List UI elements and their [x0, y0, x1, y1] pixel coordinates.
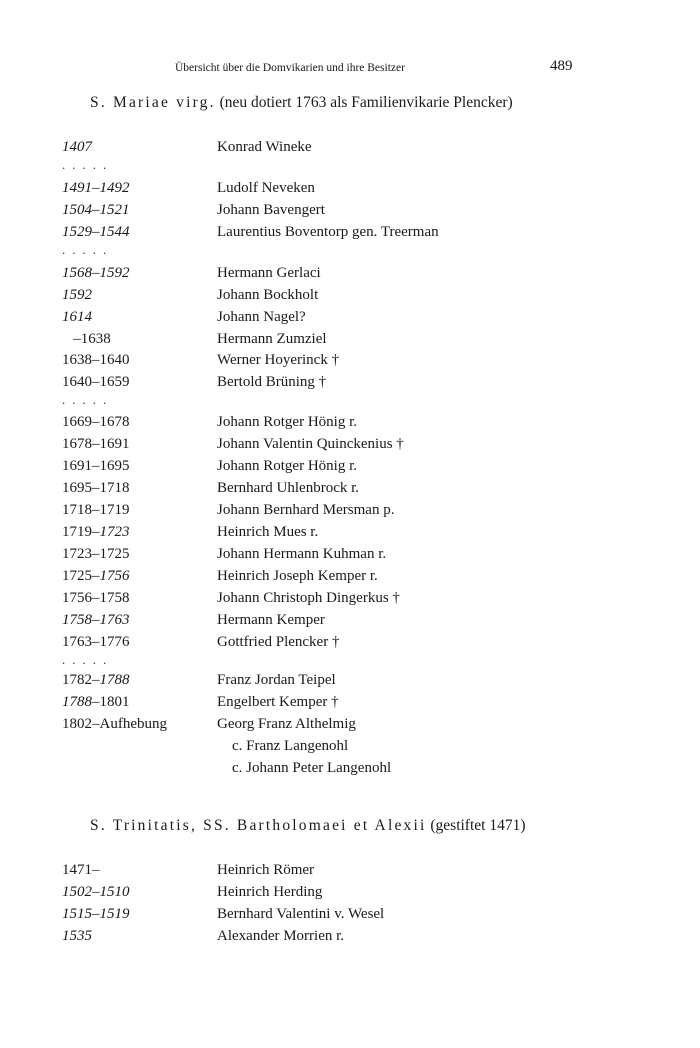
tenure-dates — [62, 694, 130, 711]
date-end: 1763 — [99, 612, 130, 628]
vicar-name: Franz Jordan Teipel — [217, 672, 336, 688]
ellipsis-gap: ..... — [62, 242, 114, 257]
date-separator: – — [92, 180, 100, 196]
vicar-name: Johann Valentin Quinckenius † — [217, 436, 404, 452]
date-end: 1492 — [99, 180, 130, 196]
date-start: 1640 — [62, 374, 92, 390]
date-separator: – — [92, 202, 100, 218]
date-separator: – — [92, 884, 100, 900]
date-separator: – — [92, 224, 100, 240]
tenure-dates — [62, 524, 130, 541]
vicar-name: Bernhard Uhlenbrock r. — [217, 480, 360, 496]
date-start: 1471 — [62, 862, 92, 878]
tenure-dates — [62, 331, 111, 348]
date-start: 1763 — [62, 634, 92, 650]
date-start: 1725 — [62, 568, 92, 584]
date-separator: – — [92, 694, 100, 710]
date-separator: – — [92, 590, 100, 606]
tenure-dates — [62, 139, 92, 156]
date-separator: – — [92, 502, 100, 518]
section-heading-trinitatis — [90, 817, 526, 835]
tenure-dates — [62, 884, 130, 901]
vicar-name: Johann Christoph Dingerkus † — [217, 590, 400, 606]
section-heading-mariae — [90, 94, 513, 112]
date-start: 1802 — [62, 716, 92, 732]
date-start: 1719 — [62, 524, 92, 540]
date-end: 1521 — [99, 202, 130, 218]
running-head: Übersicht über die Domvikarien und ihre Besitzer — [175, 62, 405, 74]
date-separator: – — [92, 672, 100, 688]
date-start: 1669 — [62, 414, 92, 430]
vicar-name: Laurentius Boventorp gen. Treerman — [217, 224, 439, 240]
date-end: 1718 — [99, 480, 130, 496]
date-start: 1504 — [62, 202, 92, 218]
tenure-dates — [62, 458, 130, 475]
vicar-name: Johann Bockholt — [217, 287, 319, 303]
date-start: 1502 — [62, 884, 92, 900]
tenure-dates — [62, 309, 92, 326]
vicar-name: Georg Franz Althelmig — [217, 716, 356, 732]
vicar-name: c. Franz Langenohl — [232, 738, 349, 754]
vicar-name: Johann Hermann Kuhman r. — [217, 546, 387, 562]
date-separator: – — [92, 634, 100, 650]
section-title: S. Trinitatis, SS. Bartholomaei et Alexii — [90, 817, 427, 834]
date-end: 1776 — [99, 634, 130, 650]
date-end: 1723 — [99, 524, 130, 540]
tenure-dates — [62, 180, 130, 197]
date-separator: – — [92, 414, 100, 430]
section-note: (gestiftet 1471) — [430, 817, 526, 834]
date-start: 1515 — [62, 906, 92, 922]
ellipsis-gap: ..... — [62, 392, 114, 407]
tenure-dates — [62, 928, 92, 945]
tenure-dates — [62, 716, 167, 733]
date-separator: – — [92, 568, 100, 584]
vicar-name: c. Johann Peter Langenohl — [232, 760, 392, 776]
vicar-name: Hermann Kemper — [217, 612, 325, 628]
vicar-name: Ludolf Neveken — [217, 180, 315, 196]
date-end: 1756 — [99, 568, 130, 584]
date-start: 1695 — [62, 480, 92, 496]
date-end: 1719 — [99, 502, 130, 518]
date-start: 1756 — [62, 590, 92, 606]
date-start: 1568 — [62, 265, 92, 281]
tenure-dates — [62, 546, 130, 563]
vicar-name: Engelbert Kemper † — [217, 694, 339, 710]
date-end: 1678 — [99, 414, 130, 430]
date-separator: – — [92, 716, 100, 732]
tenure-dates — [62, 202, 130, 219]
date-start: 1782 — [62, 672, 92, 688]
vicar-name: Johann Rotger Hönig r. — [217, 414, 357, 430]
page-number: 489 — [550, 58, 573, 74]
vicar-name: Heinrich Mues r. — [217, 524, 319, 540]
date-start: 1691 — [62, 458, 92, 474]
date-start: 1678 — [62, 436, 92, 452]
date-end: 1592 — [99, 265, 130, 281]
ellipsis-gap: ..... — [62, 652, 114, 667]
tenure-dates — [62, 265, 130, 282]
tenure-dates — [62, 590, 130, 607]
vicar-name: Gottfried Plencker † — [217, 634, 340, 650]
date-start: 1718 — [62, 502, 92, 518]
tenure-dates — [62, 612, 130, 629]
date-start: 1788 — [62, 694, 92, 710]
section-title: S. Mariae virg. — [90, 94, 216, 111]
tenure-dates — [62, 414, 130, 431]
vicar-name: Werner Hoyerinck † — [217, 352, 340, 368]
tenure-dates — [62, 436, 130, 453]
section-note: (neu dotiert 1763 als Familienvikarie Plencker) — [219, 94, 513, 111]
date-end: 1638 — [80, 331, 111, 347]
date-start: 1535 — [62, 928, 92, 944]
date-separator: – — [92, 352, 100, 368]
date-end: Aufhebung — [99, 716, 167, 732]
date-end: 1801 — [99, 694, 130, 710]
date-end: 1758 — [99, 590, 130, 606]
date-start: 1491 — [62, 180, 92, 196]
tenure-dates — [62, 672, 130, 689]
date-end: 1659 — [99, 374, 130, 390]
vicar-name: Johann Rotger Hönig r. — [217, 458, 357, 474]
date-start: 1529 — [62, 224, 92, 240]
date-separator: – — [92, 458, 100, 474]
vicar-name: Bernhard Valentini v. Wesel — [217, 906, 385, 922]
date-separator: – — [62, 331, 81, 347]
tenure-dates — [62, 568, 130, 585]
tenure-dates — [62, 906, 130, 923]
tenure-dates — [62, 374, 130, 391]
date-separator: – — [92, 906, 100, 922]
date-separator: – — [92, 374, 100, 390]
vicar-name: Hermann Zumziel — [217, 331, 327, 347]
tenure-dates — [62, 862, 100, 879]
date-end: 1519 — [99, 906, 130, 922]
tenure-dates — [62, 224, 130, 241]
date-separator: – — [92, 546, 100, 562]
date-separator: – — [92, 524, 100, 540]
date-separator: – — [92, 436, 100, 452]
date-start: 1592 — [62, 287, 92, 303]
ellipsis-gap: ..... — [62, 157, 114, 172]
date-end: 1695 — [99, 458, 130, 474]
vicar-name: Heinrich Römer — [217, 862, 315, 878]
date-start: 1614 — [62, 309, 92, 325]
vicar-name: Heinrich Herding — [217, 884, 323, 900]
date-end: 1788 — [99, 672, 130, 688]
vicar-name: Johann Bernhard Mersman p. — [217, 502, 395, 518]
vicar-name: Heinrich Joseph Kemper r. — [217, 568, 378, 584]
tenure-dates — [62, 502, 130, 519]
date-end: 1544 — [99, 224, 130, 240]
tenure-dates — [62, 480, 130, 497]
tenure-dates — [62, 634, 130, 651]
vicar-name: Johann Bavengert — [217, 202, 325, 218]
date-start: 1638 — [62, 352, 92, 368]
tenure-dates — [62, 352, 130, 369]
vicar-name: Johann Nagel? — [217, 309, 306, 325]
date-start: 1758 — [62, 612, 92, 628]
date-separator: – — [92, 862, 100, 878]
tenure-dates — [62, 287, 92, 304]
vicar-name: Konrad Wineke — [217, 139, 312, 155]
vicar-name: Alexander Morrien r. — [217, 928, 345, 944]
vicar-name: Hermann Gerlaci — [217, 265, 321, 281]
date-separator: – — [92, 265, 100, 281]
date-separator: – — [92, 480, 100, 496]
date-end: 1691 — [99, 436, 130, 452]
date-end: 1510 — [99, 884, 130, 900]
date-start: 1407 — [62, 139, 92, 155]
date-end: 1725 — [99, 546, 130, 562]
date-start: 1723 — [62, 546, 92, 562]
date-separator: – — [92, 612, 100, 628]
vicar-name: Bertold Brüning † — [217, 374, 327, 390]
date-end: 1640 — [99, 352, 130, 368]
